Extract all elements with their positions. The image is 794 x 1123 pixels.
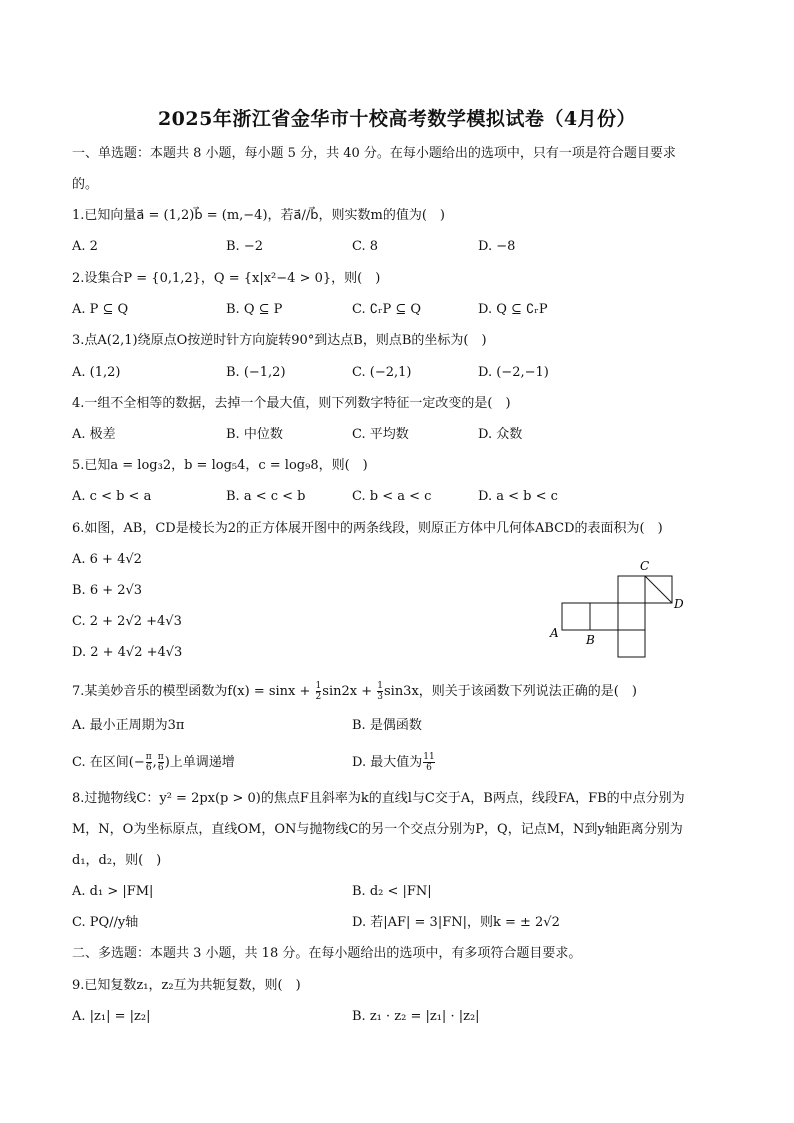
question-7-option-b[interactable]: B. 是偶函数	[352, 718, 422, 733]
question-6-option-a[interactable]: A. 6 + 4√2	[72, 552, 142, 567]
question-3-option-b[interactable]: B. (−1,2)	[226, 365, 286, 380]
question-8-option-b[interactable]: B. d₂ < |FN|	[352, 884, 432, 899]
label-b: B	[586, 633, 595, 647]
question-2-stem: 2.设集合P = {0,1,2}，Q = {x|x²−4 > 0}，则( )	[72, 271, 381, 286]
question-7-option-d[interactable]: D. 最大值为 $\frac{11}{6}$	[352, 752, 435, 773]
question-7-option-c[interactable]: C. 在区间(− $\frac{\pi}{6}$ , $\frac{\pi}{6}$ )上单调递增	[72, 752, 235, 773]
q7-stem-mid: sin2x +	[322, 684, 377, 699]
question-5-option-b[interactable]: B. a < c < b	[226, 489, 306, 504]
section-2-heading: 二、多选题：本题共 3 小题，共 18 分。在每小题给出的选项中，有多项符合题目要求。	[72, 946, 582, 961]
question-8-option-a[interactable]: A. d₁ > |FM|	[72, 884, 154, 899]
question-5-stem: 5.已知a = log₃2，b = log₅4，c = log₉8，则( )	[72, 458, 368, 473]
question-8-stem-line-2: M，N，O为坐标原点，直线OM，ON与抛物线C的另一个交点分别为P，Q，记点M，N到y轴距离分别为	[72, 822, 683, 837]
section-1-heading: 一、单选题：本题共 8 小题，每小题 5 分，共 40 分。在每小题给出的选项中，只有一项是符合题目要求	[72, 146, 676, 161]
fraction-pi-6-b: $\frac{\pi}{6}$	[157, 752, 164, 773]
question-6-option-c[interactable]: C. 2 + 2√2 +4√3	[72, 614, 182, 629]
question-1-option-a[interactable]: A. 2	[72, 239, 98, 254]
question-9-option-b[interactable]: B. z₁ · z₂ = |z₁| · |z₂|	[352, 1009, 480, 1024]
question-5-option-a[interactable]: A. c < b < a	[72, 489, 152, 504]
question-4-option-c[interactable]: C. 平均数	[352, 427, 409, 442]
question-1-option-d[interactable]: D. −8	[478, 239, 516, 254]
label-c: C	[640, 559, 650, 573]
question-2-option-d[interactable]: D. Q ⊆ ∁ᵣP	[478, 302, 548, 317]
q7-stem-post: sin3x，则关于该函数下列说法正确的是( )	[383, 684, 637, 699]
net-face-mid-2	[590, 603, 618, 630]
question-9-option-a[interactable]: A. |z₁| = |z₂|	[72, 1009, 151, 1024]
question-7-option-a[interactable]: A. 最小正周期为3π	[72, 718, 185, 733]
question-2-option-a[interactable]: A. P ⊆ Q	[72, 302, 129, 317]
page-title: 2025年浙江省金华市十校高考数学模拟试卷（4月份）	[157, 108, 637, 130]
net-face-top-right	[618, 576, 645, 603]
question-4-stem: 4.一组不全相等的数据，去掉一个最大值，则下列数字特征一定改变的是( )	[72, 396, 511, 411]
fraction-one-third: $\frac{1}{3}$	[377, 681, 383, 702]
label-a: A	[550, 626, 559, 640]
question-3-option-d[interactable]: D. (−2,−1)	[478, 365, 549, 380]
net-face-bottom	[618, 630, 645, 657]
question-6-option-b[interactable]: B. 6 + 2√3	[72, 583, 143, 598]
question-8-stem-line-1: 8.过抛物线C：y² = 2px(p > 0)的焦点F且斜率为k的直线l与C交于A，B两点，线段FA，FB的中点分别为	[72, 791, 685, 806]
fraction-one-half: $\frac{1}{2}$	[315, 681, 322, 702]
fraction-eleven-sixths: $\frac{11}{6}$	[423, 752, 435, 773]
net-face-mid-1	[562, 603, 590, 630]
question-5-option-c[interactable]: C. b < a < c	[352, 489, 432, 504]
question-9-stem: 9.已知复数z₁，z₂互为共轭复数，则( )	[72, 978, 301, 993]
question-5-option-d[interactable]: D. a < b < c	[478, 489, 558, 504]
question-2-option-c[interactable]: C. ∁ᵣP ⊆ Q	[352, 302, 422, 317]
question-7-stem	[72, 681, 637, 702]
question-1-option-b[interactable]: B. −2	[226, 239, 263, 254]
question-8-option-d[interactable]: D. 若|AF| = 3|FN|，则k = ± 2√2	[352, 915, 560, 930]
segment-cd	[645, 576, 672, 603]
question-8-option-c[interactable]: C. PQ//y轴	[72, 915, 139, 930]
question-6-stem: 6.如图，AB，CD是棱长为2的正方体展开图中的两条线段，则原正方体中几何体ABCD的表面积为( )	[72, 521, 663, 536]
question-6-option-d[interactable]: D. 2 + 4√2 +4√3	[72, 645, 183, 660]
question-4-option-b[interactable]: B. 中位数	[226, 427, 283, 442]
net-face-mid-3	[618, 603, 645, 630]
question-8-stem-line-3: d₁，d₂，则( )	[72, 853, 162, 868]
question-4-option-a[interactable]: A. 极差	[72, 427, 116, 442]
question-4-option-d[interactable]: D. 众数	[478, 427, 523, 442]
label-d: D	[674, 597, 684, 611]
question-1-stem: 1.已知向量a⃗ = (1,2)b⃗ = (m,−4)，若a⃗//b⃗，则实数m的值为( )	[72, 208, 445, 223]
question-2-option-b[interactable]: B. Q ⊆ P	[226, 302, 283, 317]
q7-stem-pre: 7.某美妙音乐的模型函数为f(x) = sinx +	[72, 684, 315, 699]
question-3-option-c[interactable]: C. (−2,1)	[352, 365, 412, 380]
section-1-heading-cont: 的。	[72, 177, 99, 192]
question-3-stem: 3.点A(2,1)绕原点O按逆时针方向旋转90°到达点B，则点B的坐标为( )	[72, 333, 487, 348]
cube-net-figure	[548, 556, 688, 666]
question-1-option-c[interactable]: C. 8	[352, 239, 379, 254]
question-3-option-a[interactable]: A. (1,2)	[72, 365, 121, 380]
fraction-pi-6-a: $\frac{\pi}{6}$	[145, 752, 152, 773]
